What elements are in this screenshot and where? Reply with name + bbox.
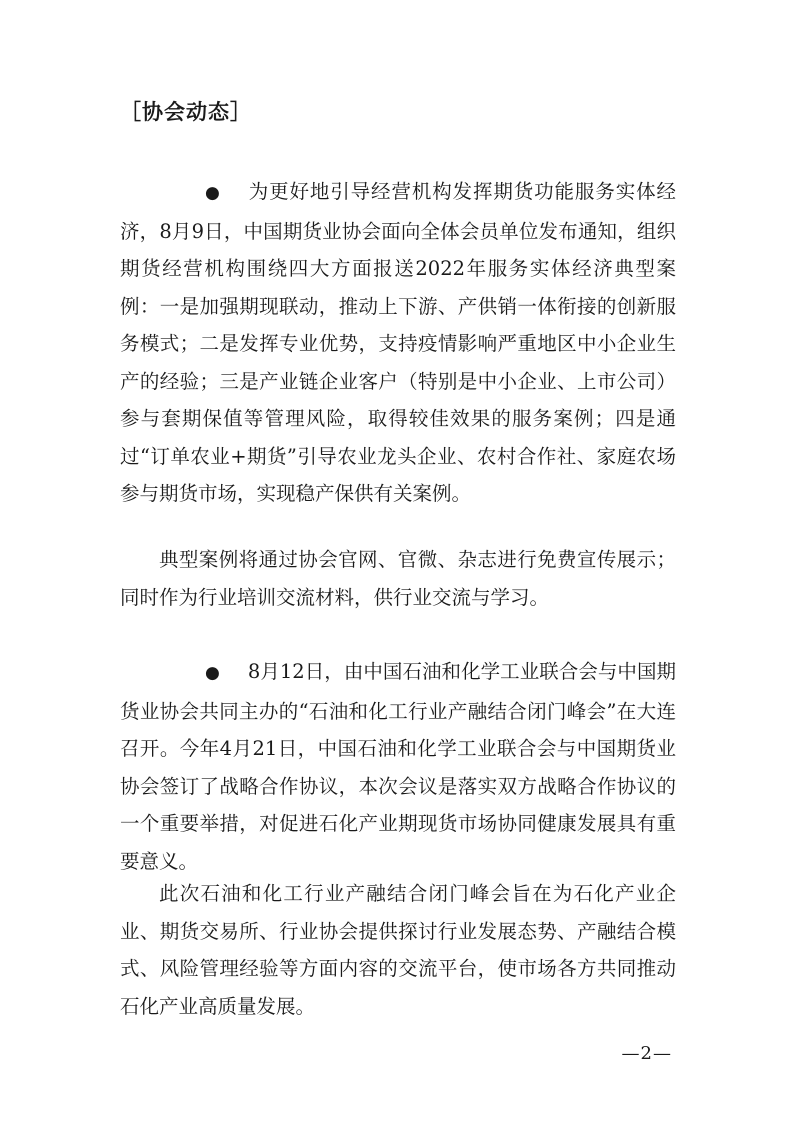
news-item-2-followup: 此次石油和化工行业产融结合闭门峰会旨在为石化产业企业、期货交易所、行业协会提供探讨行业发展态势、产融结合模式、风险管理经验等方面内容的交流平台，使市场各方共同推动石化产业高质量发展。 bbox=[120, 882, 676, 1018]
bullet-icon: ● bbox=[205, 183, 221, 203]
page-number: —2— bbox=[621, 1043, 672, 1064]
news-item-2-paragraph bbox=[120, 653, 676, 880]
news-item-1-followup: 典型案例将通过协会官网、官微、杂志进行免费宣传展示；同时作为行业培训交流材料，供行业交流与学习。 bbox=[120, 548, 676, 609]
news-item-1-text: 为更好地引导经营机构发挥期货功能服务实体经济，8月9日，中国期货业协会面向全体会员单位发布通知，组织期货经营机构围绕四大方面报送2022年服务实体经济典型案例：一是加强期现联动，推动上下游、产供销一体衔接的创新服务模式；二是发挥专业优势，支持疫情影响严重地区中小企业生产的经验；三是产业链企业客户（特别是中小企业、上市公司）参与套期保值等管理风险，取得较佳效果的服务案例；四是通过“订单农业+期货”引导农业龙头企业、农村合作社、家庭农场参与期货市场，实现稳产保供有关案例。 bbox=[120, 180, 676, 505]
section-title: ［协会动态］ bbox=[120, 100, 252, 124]
bullet-icon: ● bbox=[205, 663, 220, 683]
news-item-1-paragraph bbox=[120, 173, 676, 513]
news-item-2-text: 8月12日，由中国石油和化学工业联合会与中国期货业协会共同主办的“石油和化工行业产融结合闭门峰会”在大连召开。今年4月21日，中国石油和化学工业联合会与中国期货业协会签订了战略合作协议，本次会议是落实双方战略合作协议的一个重要举措，对促进石化产业期现货市场协同健康发展具有重要意义。 bbox=[120, 660, 676, 873]
